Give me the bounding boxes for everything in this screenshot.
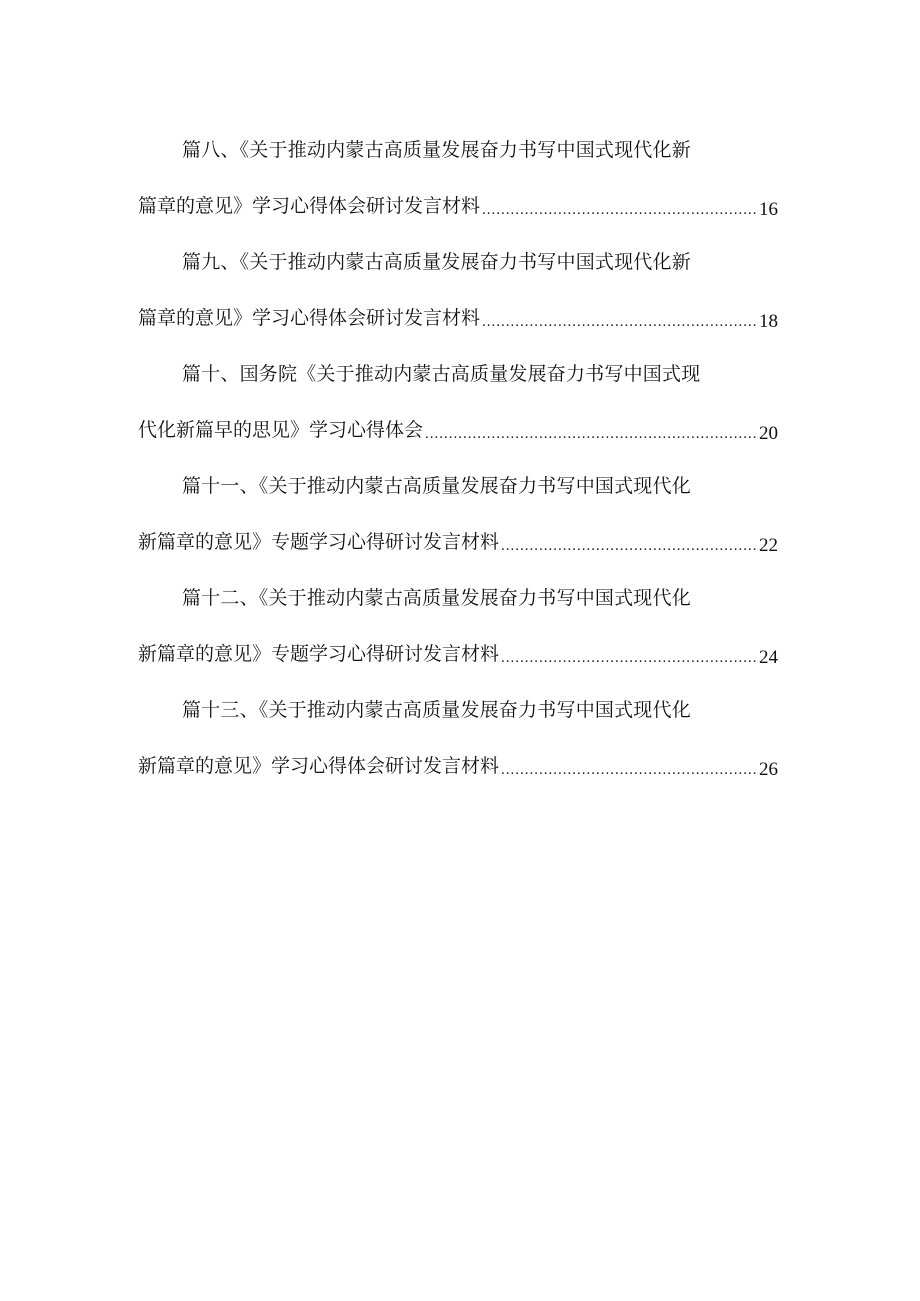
toc-page-number: 24 [759, 647, 778, 668]
dot-leader [501, 744, 757, 788]
toc-page-number: 20 [759, 423, 778, 444]
dot-leader [501, 632, 757, 676]
toc-entry-11[interactable] [138, 464, 778, 576]
toc-entry-title: 篇八、《关于推动内蒙古高质量发展奋力书写中国式现代化新 [182, 139, 691, 161]
toc-page-number: 22 [759, 535, 778, 556]
toc-entry-title-cont: 新篇章的意见》专题学习心得研讨发言材料 [138, 643, 500, 665]
toc-entry-10[interactable] [138, 352, 778, 464]
toc-page-number: 16 [759, 199, 778, 220]
toc-entry-title-cont: 新篇章的意见》学习心得体会研讨发言材料 [138, 755, 500, 777]
toc-entry-12[interactable] [138, 576, 778, 688]
dot-leader [482, 296, 757, 340]
toc-page-number: 18 [759, 311, 778, 332]
toc-entry-13[interactable] [138, 688, 778, 800]
toc-entry-title: 篇十、国务院《关于推动内蒙古高质量发展奋力书写中国式现 [182, 363, 701, 385]
toc-entry-title: 篇十三、《关于推动内蒙古高质量发展奋力书写中国式现代化 [182, 699, 691, 721]
dot-leader [501, 520, 757, 564]
dot-leader [482, 184, 757, 228]
toc-entry-title-cont: 篇章的意见》学习心得体会研讨发言材料 [138, 307, 481, 329]
dot-leader [425, 408, 757, 452]
toc-entry-title: 篇十一、《关于推动内蒙古高质量发展奋力书写中国式现代化 [182, 475, 691, 497]
toc-entry-9[interactable] [138, 240, 778, 352]
toc-entry-title-cont: 代化新篇早的思见》学习心得体会 [138, 419, 424, 441]
toc-entry-title: 篇九、《关于推动内蒙古高质量发展奋力书写中国式现代化新 [182, 251, 691, 273]
toc-entry-title-cont: 新篇章的意见》专题学习心得研讨发言材料 [138, 531, 500, 553]
table-of-contents [138, 128, 778, 800]
toc-entry-title-cont: 篇章的意见》学习心得体会研讨发言材料 [138, 195, 481, 217]
toc-page-number: 26 [759, 759, 778, 780]
toc-entry-8[interactable] [138, 128, 778, 240]
toc-entry-title: 篇十二、《关于推动内蒙古高质量发展奋力书写中国式现代化 [182, 587, 691, 609]
